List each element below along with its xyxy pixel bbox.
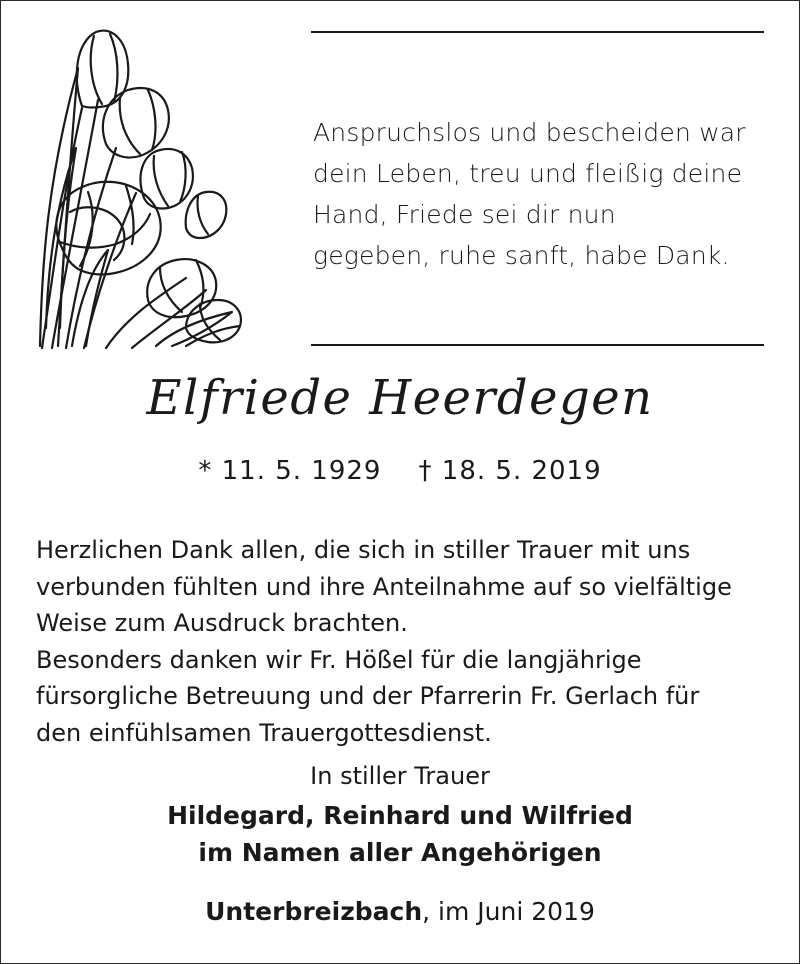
place-name: Unterbreizbach	[205, 897, 423, 926]
thanks-message	[36, 532, 776, 751]
divider-bottom	[311, 344, 764, 346]
thanks-line: den einfühlsamen Trauergottesdienst.	[36, 718, 492, 747]
memorial-verse	[313, 112, 783, 276]
place-date	[0, 897, 800, 926]
thanks-line: Herzlichen Dank allen, die sich in stiller Trauer mit uns	[36, 536, 691, 564]
verse-line: Hand, Friede sei dir nun	[313, 200, 616, 229]
notice-date: , im Juni 2019	[422, 897, 595, 926]
thanks-line: fürsorgliche Betreuung und der Pfarrerin Fr. Gerlach für	[36, 682, 700, 710]
deceased-name: Elfriede Heerdegen	[146, 370, 654, 426]
verse-line: gegeben, ruhe sanft, habe Dank.	[313, 241, 730, 270]
mourner-line: im Namen aller Angehörigen	[198, 838, 602, 867]
mourner-line: Hildegard, Reinhard und Wilfried	[167, 801, 633, 830]
thanks-line: Besonders danken wir Fr. Hößel für die langjährige	[36, 645, 642, 674]
life-dates: * 11. 5. 1929 † 18. 5. 2019	[198, 456, 602, 486]
divider-top	[311, 31, 764, 33]
mourning-intro: In stiller Trauer	[310, 762, 490, 790]
thanks-line: Weise zum Ausdruck brachten.	[36, 609, 408, 637]
verse-line: Anspruchslos und bescheiden war	[313, 118, 746, 147]
mourners	[0, 797, 800, 871]
tulips-icon	[36, 28, 246, 350]
verse-line: dein Leben, treu und fleißig deine	[313, 159, 743, 188]
thanks-line: verbunden fühlten und ihre Anteilnahme auf so vielfältige	[36, 572, 732, 601]
